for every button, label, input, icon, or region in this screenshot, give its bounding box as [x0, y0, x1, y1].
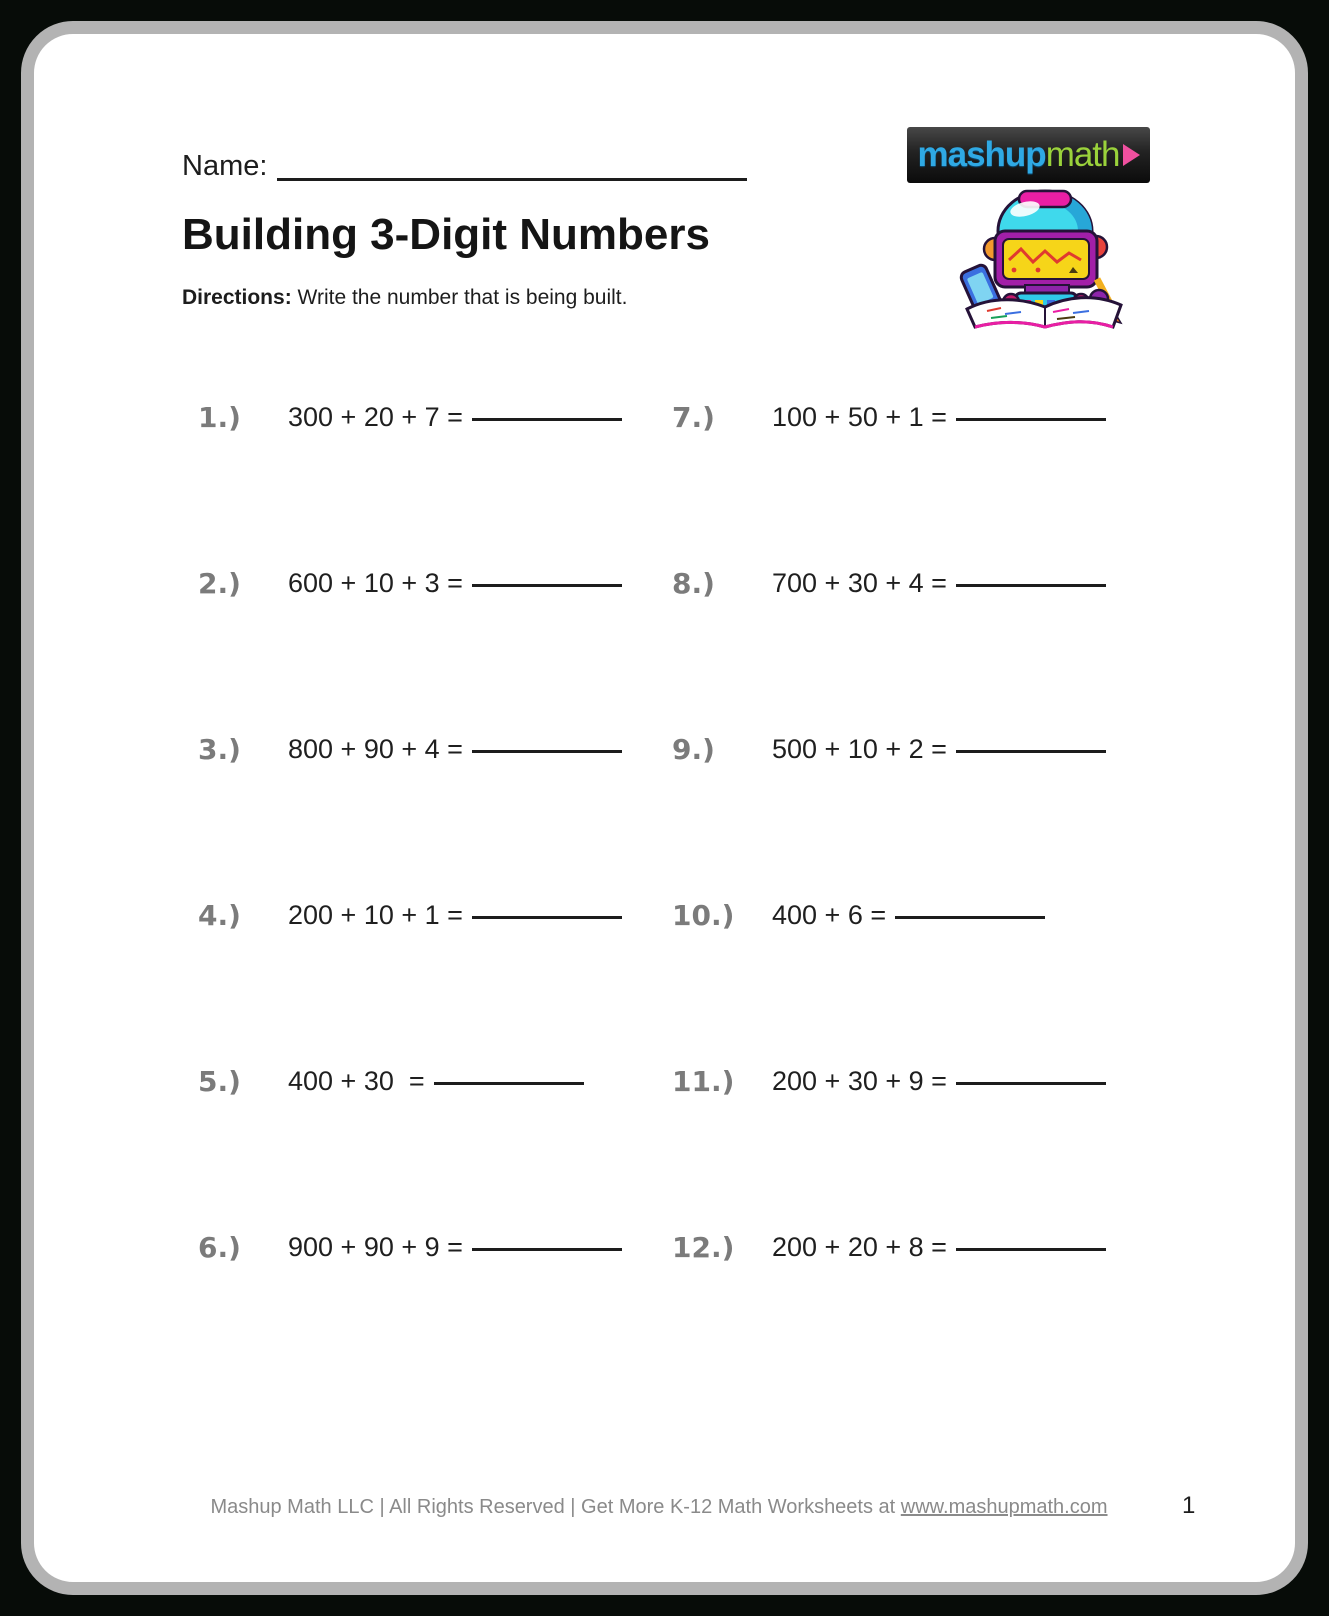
problem-expression: 800 + 90 + 4 = [288, 733, 463, 764]
problem-row-2 [198, 500, 672, 666]
problem-number: 11.) [672, 1064, 735, 1098]
answer-blank-line [956, 746, 1106, 753]
answer-blank-line [472, 746, 622, 753]
problems-grid [198, 334, 1152, 1330]
problem-expression: 400 + 30 = [288, 1065, 425, 1096]
footer-text: Mashup Math LLC | All Rights Reserved | Get More K-12 Math Worksheets at [210, 1496, 901, 1518]
answer-blank-line [472, 414, 622, 421]
problem-expression: 200 + 30 + 9 = [772, 1065, 947, 1096]
problem-number: 3.) [198, 732, 241, 766]
problem-row-12 [672, 1164, 1152, 1330]
problem-row-9 [672, 666, 1152, 832]
problem-row-7 [672, 334, 1152, 500]
mashupmath-logo [907, 127, 1150, 183]
problem-number: 7.) [672, 400, 715, 434]
problem-number: 1.) [198, 400, 241, 434]
problem-expression: 500 + 10 + 2 = [772, 733, 947, 764]
problem-number: 6.) [198, 1230, 241, 1264]
problem-number: 2.) [198, 566, 241, 600]
problem-expression: 200 + 10 + 1 = [288, 899, 463, 930]
problem-row-10 [672, 832, 1152, 998]
answer-blank-line [956, 1078, 1106, 1085]
play-triangle-icon [1123, 144, 1140, 166]
problem-number: 9.) [672, 732, 715, 766]
problem-row-5 [198, 998, 672, 1164]
answer-blank-line [472, 1244, 622, 1251]
answer-blank-line [434, 1078, 584, 1085]
robot-mascot-illustration [939, 181, 1139, 331]
problem-number: 4.) [198, 898, 241, 932]
problem-row-6 [198, 1164, 672, 1330]
worksheet-title: Building 3-Digit Numbers [182, 210, 710, 259]
problem-expression: 100 + 50 + 1 = [772, 401, 947, 432]
problem-row-11 [672, 998, 1152, 1164]
problem-row-4 [198, 832, 672, 998]
answer-blank-line [956, 580, 1106, 587]
name-blank-line [277, 174, 747, 181]
page-number: 1 [1182, 1492, 1196, 1519]
answer-blank-line [895, 912, 1045, 919]
problem-row-3 [198, 666, 672, 832]
problem-expression: 200 + 20 + 8 = [772, 1231, 947, 1262]
logo-word-mashup: mashup [917, 135, 1046, 174]
problem-expression: 700 + 30 + 4 = [772, 567, 947, 598]
answer-blank-line [956, 414, 1106, 421]
directions [182, 286, 627, 310]
footer-link[interactable]: www.mashupmath.com [900, 1496, 1108, 1518]
problem-number: 10.) [672, 898, 735, 932]
problem-expression: 600 + 10 + 3 = [288, 567, 463, 598]
problem-expression: 300 + 20 + 7 = [288, 401, 463, 432]
answer-blank-line [472, 912, 622, 919]
problem-number: 8.) [672, 566, 715, 600]
footer-credit [34, 1496, 1284, 1519]
problem-number: 5.) [198, 1064, 241, 1098]
directions-label: Directions: [182, 286, 292, 309]
directions-text: Write the number that is being built. [291, 286, 628, 309]
problem-expression: 400 + 6 = [772, 899, 887, 930]
answer-blank-line [956, 1244, 1106, 1251]
problem-row-1 [198, 334, 672, 500]
problem-expression: 900 + 90 + 9 = [288, 1231, 463, 1262]
answer-blank-line [472, 580, 622, 587]
worksheet-page [21, 21, 1308, 1595]
name-label: Name: [182, 150, 268, 182]
logo-word-math: math [1045, 135, 1120, 174]
problem-number: 12.) [672, 1230, 735, 1264]
name-row [182, 150, 747, 183]
problem-row-8 [672, 500, 1152, 666]
